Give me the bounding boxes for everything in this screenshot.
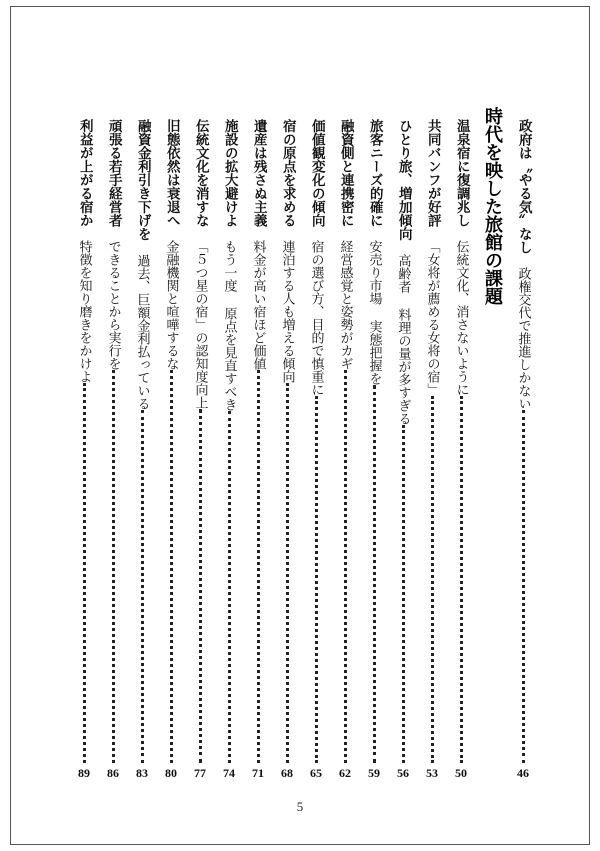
chapter-title: 時代を映した旅館の課題 [482, 107, 503, 305]
entry-title: 温泉宿に復調兆し [453, 119, 470, 227]
entry-title: 旧態依然は衰退へ [163, 119, 180, 227]
entry-subtitle: 連泊する人も増える傾向 [279, 240, 295, 383]
leader-dots [344, 370, 347, 763]
entry-title: ひとり旅、増加傾向 [395, 119, 412, 241]
toc-entry [246, 119, 270, 779]
entry-subtitle: 伝統文化、消さないように [453, 240, 469, 396]
entry-subtitle: 政権交代で推進しかない [515, 267, 531, 410]
entry-title: 頑張る若手経営者 [105, 119, 122, 227]
entry-page: 53 [426, 766, 438, 780]
toc-entry [275, 119, 299, 779]
entry-subtitle: 安売り市場 実態把握を [366, 240, 382, 385]
entry-subtitle: 過去、巨額金利払っている [134, 253, 150, 410]
entry-page: 50 [455, 766, 467, 780]
toc-entry [391, 119, 415, 779]
entry-subtitle: 「女将が薦める女将の宿」 [424, 240, 440, 396]
entry-title: 伝統文化を消すな [192, 119, 209, 227]
leader-dots [112, 370, 115, 763]
leader-dots [170, 370, 173, 763]
page-number: 5 [296, 799, 304, 814]
leader-dots [460, 396, 463, 763]
toc-entry [101, 119, 125, 779]
entry-page: 65 [310, 766, 322, 780]
leader-dots [141, 410, 144, 764]
entry-page: 86 [107, 766, 119, 780]
entry-page: 68 [281, 766, 293, 780]
entry-page: 89 [78, 766, 90, 780]
toc-entry [333, 119, 357, 779]
entry-title: 遺産は残さぬ主義 [250, 119, 267, 227]
leader-dots [402, 425, 405, 764]
entry-subtitle: 高齢者 料理の量が多すぎる [395, 253, 411, 425]
entry-subtitle: 「５つ星の宿」の認知度向上 [192, 240, 208, 409]
entry-title: 利益が上がる宿か [76, 119, 93, 227]
entry-title: 融資側と連携密に [337, 119, 354, 227]
toc-entry-first [511, 119, 535, 779]
entry-page: 77 [194, 766, 206, 780]
toc-entry [362, 119, 386, 779]
entry-title: 共同バンフが好評 [424, 119, 441, 227]
entry-title: 施設の拡大避けよ [221, 119, 238, 227]
entry-page: 83 [136, 766, 148, 780]
toc-entry [304, 119, 328, 779]
toc-entry [420, 119, 444, 779]
toc-entry [159, 119, 183, 779]
leader-dots [286, 383, 289, 763]
entry-page: 80 [165, 766, 177, 780]
entry-page: 46 [517, 766, 529, 780]
leader-dots [228, 411, 231, 763]
toc-entry [188, 119, 212, 779]
leader-dots [83, 383, 86, 763]
leader-dots [431, 396, 434, 763]
entry-subtitle: 経営感覚と姿勢がカギ [337, 240, 353, 370]
toc-entry [72, 119, 96, 779]
leader-dots [373, 385, 376, 763]
leader-dots [257, 370, 260, 763]
entry-title: 旅客ニーズ的確に [366, 119, 383, 227]
entry-subtitle: 金融機関と喧嘩するな [163, 240, 179, 370]
entry-subtitle: 料金が高い宿ほど価値 [250, 240, 266, 370]
entry-page: 71 [252, 766, 264, 780]
entry-page: 56 [397, 766, 409, 780]
entry-page: 59 [368, 766, 380, 780]
toc-entry [130, 119, 154, 779]
entry-title: 政府は〝やる気〟なし [515, 119, 532, 254]
entry-subtitle: 特徴を知り磨きをかけよ [76, 240, 92, 383]
toc-entry [449, 119, 473, 779]
entry-title: 宿の原点を求める [279, 119, 296, 227]
leader-dots [315, 396, 318, 763]
entry-subtitle: もう一度 原点を見直すべき [221, 240, 237, 411]
entry-page: 74 [223, 766, 235, 780]
leader-dots [199, 409, 202, 763]
entry-page: 62 [339, 766, 351, 780]
entry-title: 融資金利引き下げを [134, 119, 151, 241]
leader-dots [522, 410, 525, 763]
entry-subtitle: 宿の選び方、目的で慎重に [308, 240, 324, 396]
entry-subtitle: できることから実行を [105, 240, 121, 370]
entry-title: 価値観変化の傾向 [308, 119, 325, 227]
toc-entry [217, 119, 241, 779]
toc-page [10, 6, 590, 845]
